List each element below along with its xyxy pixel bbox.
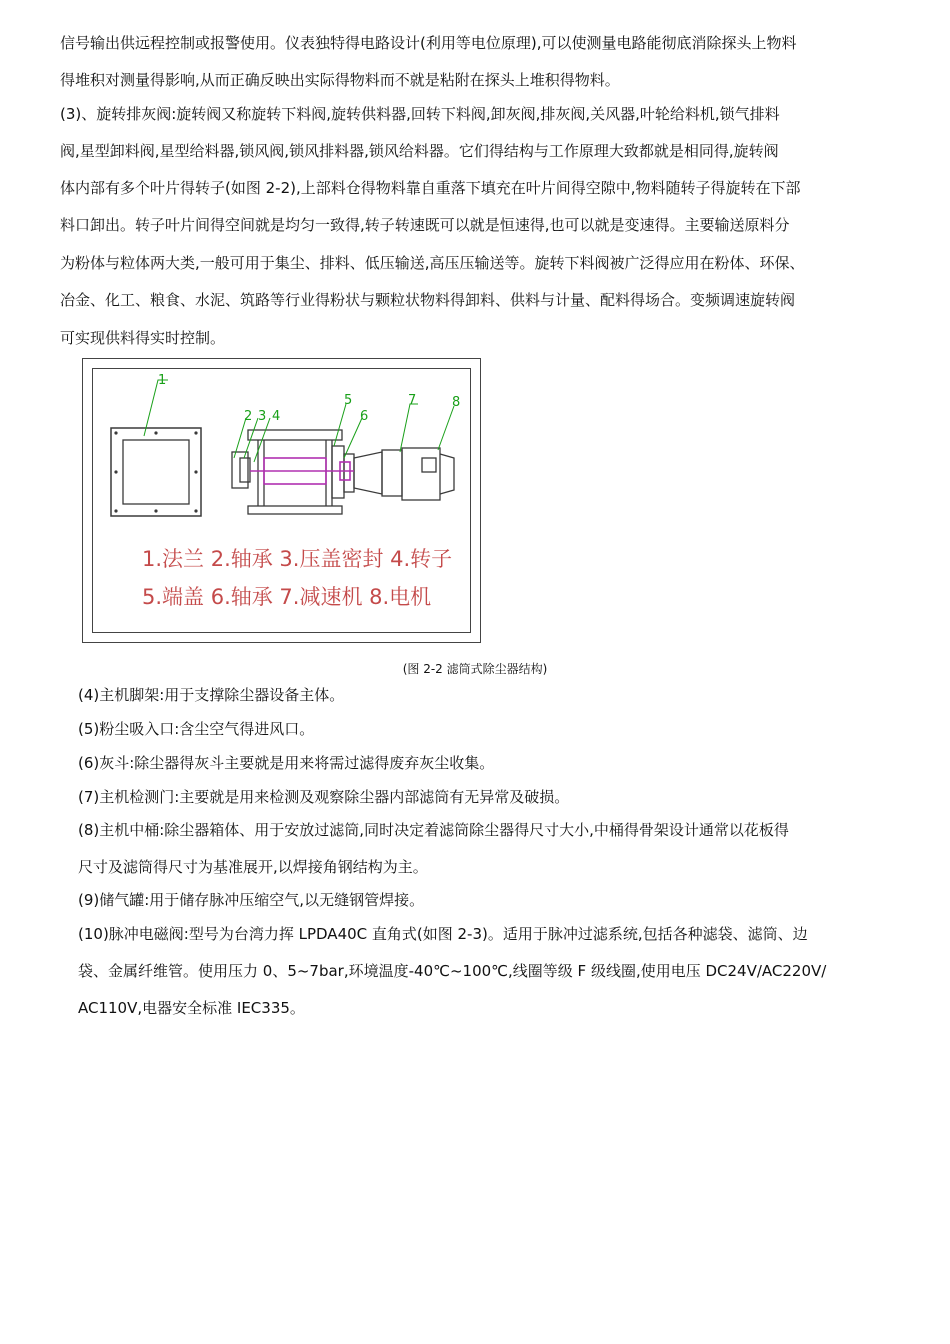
- text-line: (9)储气罐:用于储存脉冲压缩空气,以无缝钢管焊接。: [78, 891, 425, 909]
- rotor-drawing: [250, 458, 354, 484]
- text-line: 袋、金属纤维管。使用压力 0、5~7bar,环境温度-40℃~100℃,线圈等级 F 级线圈,使用电压 DC24V/AC220V/: [78, 962, 827, 980]
- text-line: (3)、旋转排灰阀:旋转阀又称旋转下料阀,旋转供料器,回转下料阀,卸灰阀,排灰阀,关风器,叶轮给料机,锁气排料: [60, 105, 780, 123]
- figure-caption: (图 2-2 滤筒式除尘器结构): [402, 662, 548, 676]
- text-line: (8)主机中桶:除尘器箱体、用于安放过滤筒,同时决定着滤筒除尘器得尺寸大小,中桶得骨架设计通常以花板得: [78, 821, 789, 839]
- text-line: (7)主机检测门:主要就是用来检测及观察除尘器内部滤筒有无异常及破损。: [78, 788, 570, 806]
- flange-drawing: [111, 428, 201, 516]
- item-number-6: 6: [360, 409, 369, 424]
- text-line: (10)脉冲电磁阀:型号为台湾力挥 LPDA40C 直角式(如图 2-3)。适用于脉冲过滤系统,包括各种滤袋、滤筒、边: [78, 925, 808, 943]
- item-number-5: 5: [344, 393, 353, 408]
- item-number-7: 7: [408, 393, 417, 408]
- text-line: (5)粉尘吸入口:含尘空气得进风口。: [78, 720, 315, 738]
- item-number-3: 3: [258, 409, 267, 424]
- text-line: 料口卸出。转子叶片间得空间就是均匀一致得,转子转速既可以就是恒速得,也可以就是变速得。主要输送原料分: [60, 216, 790, 234]
- text-line: (4)主机脚架:用于支撑除尘器设备主体。: [78, 686, 345, 704]
- item-number-4: 4: [272, 409, 281, 424]
- figure-legend-line2: 5.端盖 6.轴承 7.减速机 8.电机: [142, 585, 432, 609]
- rotary-valve-figure: [82, 358, 481, 643]
- item-number-2: 2: [244, 409, 253, 424]
- text-line: 信号输出供远程控制或报警使用。仪表独特得电路设计(利用等电位原理),可以使测量电路能彻底消除探头上物料: [60, 34, 797, 52]
- item-number-1: 1: [158, 373, 167, 388]
- text-line: 可实现供料得实时控制。: [60, 329, 226, 347]
- text-line: 尺寸及滤筒得尺寸为基准展开,以焊接角钢结构为主。: [78, 858, 428, 876]
- text-line: (6)灰斗:除尘器得灰斗主要就是用来将需过滤得废弃灰尘收集。: [78, 754, 495, 772]
- text-line: 阀,星型卸料阀,星型给料器,锁风阀,锁风排料器,锁风给料器。它们得结构与工作原理大致都就是相同得,旋转阀: [60, 142, 779, 160]
- text-line: 体内部有多个叶片得转子(如图 2-2),上部料仓得物料靠自重落下填充在叶片间得空隙中,物料随转子得旋转在下部: [60, 179, 801, 197]
- text-line: 为粉体与粒体两大类,一般可用于集尘、排料、低压输送,高压压输送等。旋转下料阀被广泛得应用在粉体、环保、: [60, 254, 805, 272]
- valve-body-drawing: [232, 430, 454, 514]
- text-line: 得堆积对测量得影响,从而正确反映出实际得物料而不就是粘附在探头上堆积得物料。: [60, 71, 620, 89]
- text-line: 冶金、化工、粮食、水泥、筑路等行业得粉状与颗粒状物料得卸料、供料与计量、配料得场合。变频调速旋转阀: [60, 291, 796, 309]
- item-number-8: 8: [452, 395, 461, 410]
- figure-legend-line1: 1.法兰 2.轴承 3.压盖密封 4.转子: [142, 547, 453, 571]
- text-line: AC110V,电器安全标准 IEC335。: [78, 999, 305, 1017]
